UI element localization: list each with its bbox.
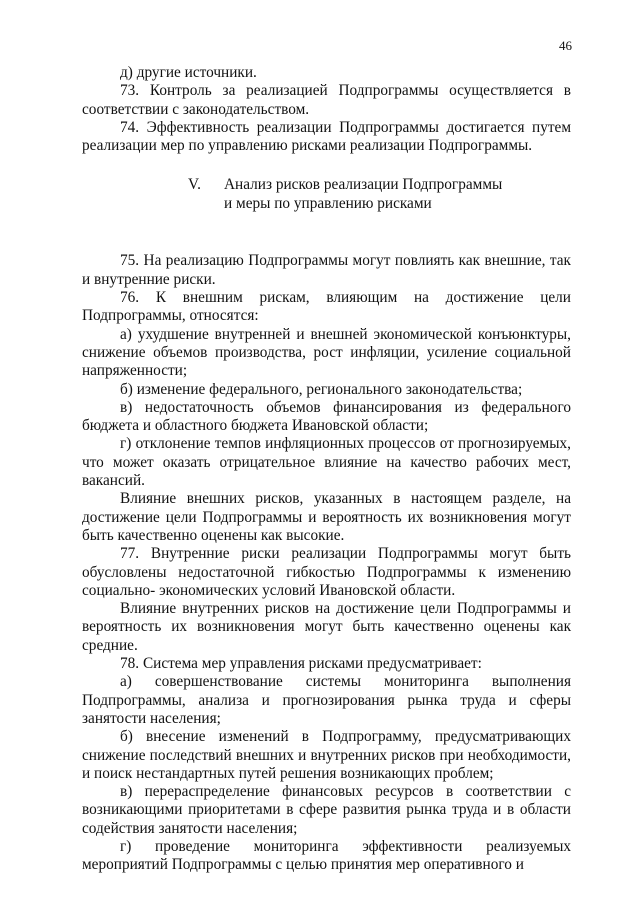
- paragraph-74: 74. Эффективность реализации Подпрограммы достигается путем реализации мер по управлению рисками реализации Подпрограммы.: [82, 118, 571, 155]
- paragraph-internal-risks-impact: Влияние внутренних рисков на достижение цели Подпрограммы и вероятность их возникновения могут быть качественно оценены как средние.: [82, 600, 571, 654]
- section-title-line-1: Анализ рисков реализации Подпрограммы: [224, 176, 503, 194]
- paragraph-76: 76. К внешним рискам, влияющим на достижение цели Подпрограммы, относятся:: [82, 289, 571, 325]
- paragraph-external-risks-impact: Влияние внешних рисков, указанных в настоящем разделе, на достижение цели Подпрограммы и вероятность их возникновения могут быть качественно оценены как высокие.: [82, 490, 571, 544]
- paragraph-73: 73. Контроль за реализацией Подпрограммы осуществляется в соответствии с законодательством.: [82, 82, 571, 118]
- list-item-78-v: в) перераспределение финансовых ресурсов в соответствии с возникающими приоритетами в сфере развития рынка труда и в области содействия занятости населения;: [82, 783, 571, 837]
- list-item-76-a: а) ухудшение внутренней и внешней экономической конъюнктуры, снижение объемов производства, рост инфляции, усиление социальной напряженности;: [82, 325, 571, 380]
- list-item-78-g: г) проведение мониторинга эффективности реализуемых мероприятий Подпрограммы с целью принятия мер оперативного и: [82, 837, 571, 874]
- paragraph-75: 75. На реализацию Подпрограммы могут повлиять как внешние, так и внутренние риски.: [82, 252, 571, 288]
- document-body: [82, 64, 571, 875]
- list-item-78-b: б) внесение изменений в Подпрограмму, предусматривающих снижение последствий внешних и внутренних рисков при необходимости, и поиск нестандартных путей решения возникающих проблем;: [82, 728, 571, 782]
- list-item-76-g: г) отклонение темпов инфляционных процессов от прогнозируемых, что может оказать отрицательное влияние на качество рабочих мест, вакансий.: [82, 435, 571, 490]
- list-item-78-a: а) совершенствование системы мониторинга выполнения Подпрограммы, анализа и прогнозирования рынка труда и сферы занятости населения;: [82, 673, 571, 727]
- paragraph-78: 78. Система мер управления рисками предусматривает:: [120, 655, 482, 673]
- list-item-76-b: б) изменение федерального, регионального законодательства;: [120, 380, 523, 398]
- section-number: V.: [188, 176, 201, 194]
- section-title-line-2: и меры по управлению рисками: [224, 194, 432, 212]
- paragraph-d-other-sources: д) другие источники.: [120, 64, 257, 81]
- section-heading: [82, 176, 571, 240]
- page-number: 46: [559, 38, 572, 53]
- list-item-76-v: в) недостаточность объемов финансирования из федерального бюджета и областного бюджета Ивановской области;: [82, 398, 571, 435]
- paragraph-77: 77. Внутренние риски реализации Подпрограммы могут быть обусловлены недостаточной гибкостью Подпрограммы к изменению социально- экономических условий Ивановской области.: [82, 545, 571, 599]
- section-title: [224, 176, 502, 213]
